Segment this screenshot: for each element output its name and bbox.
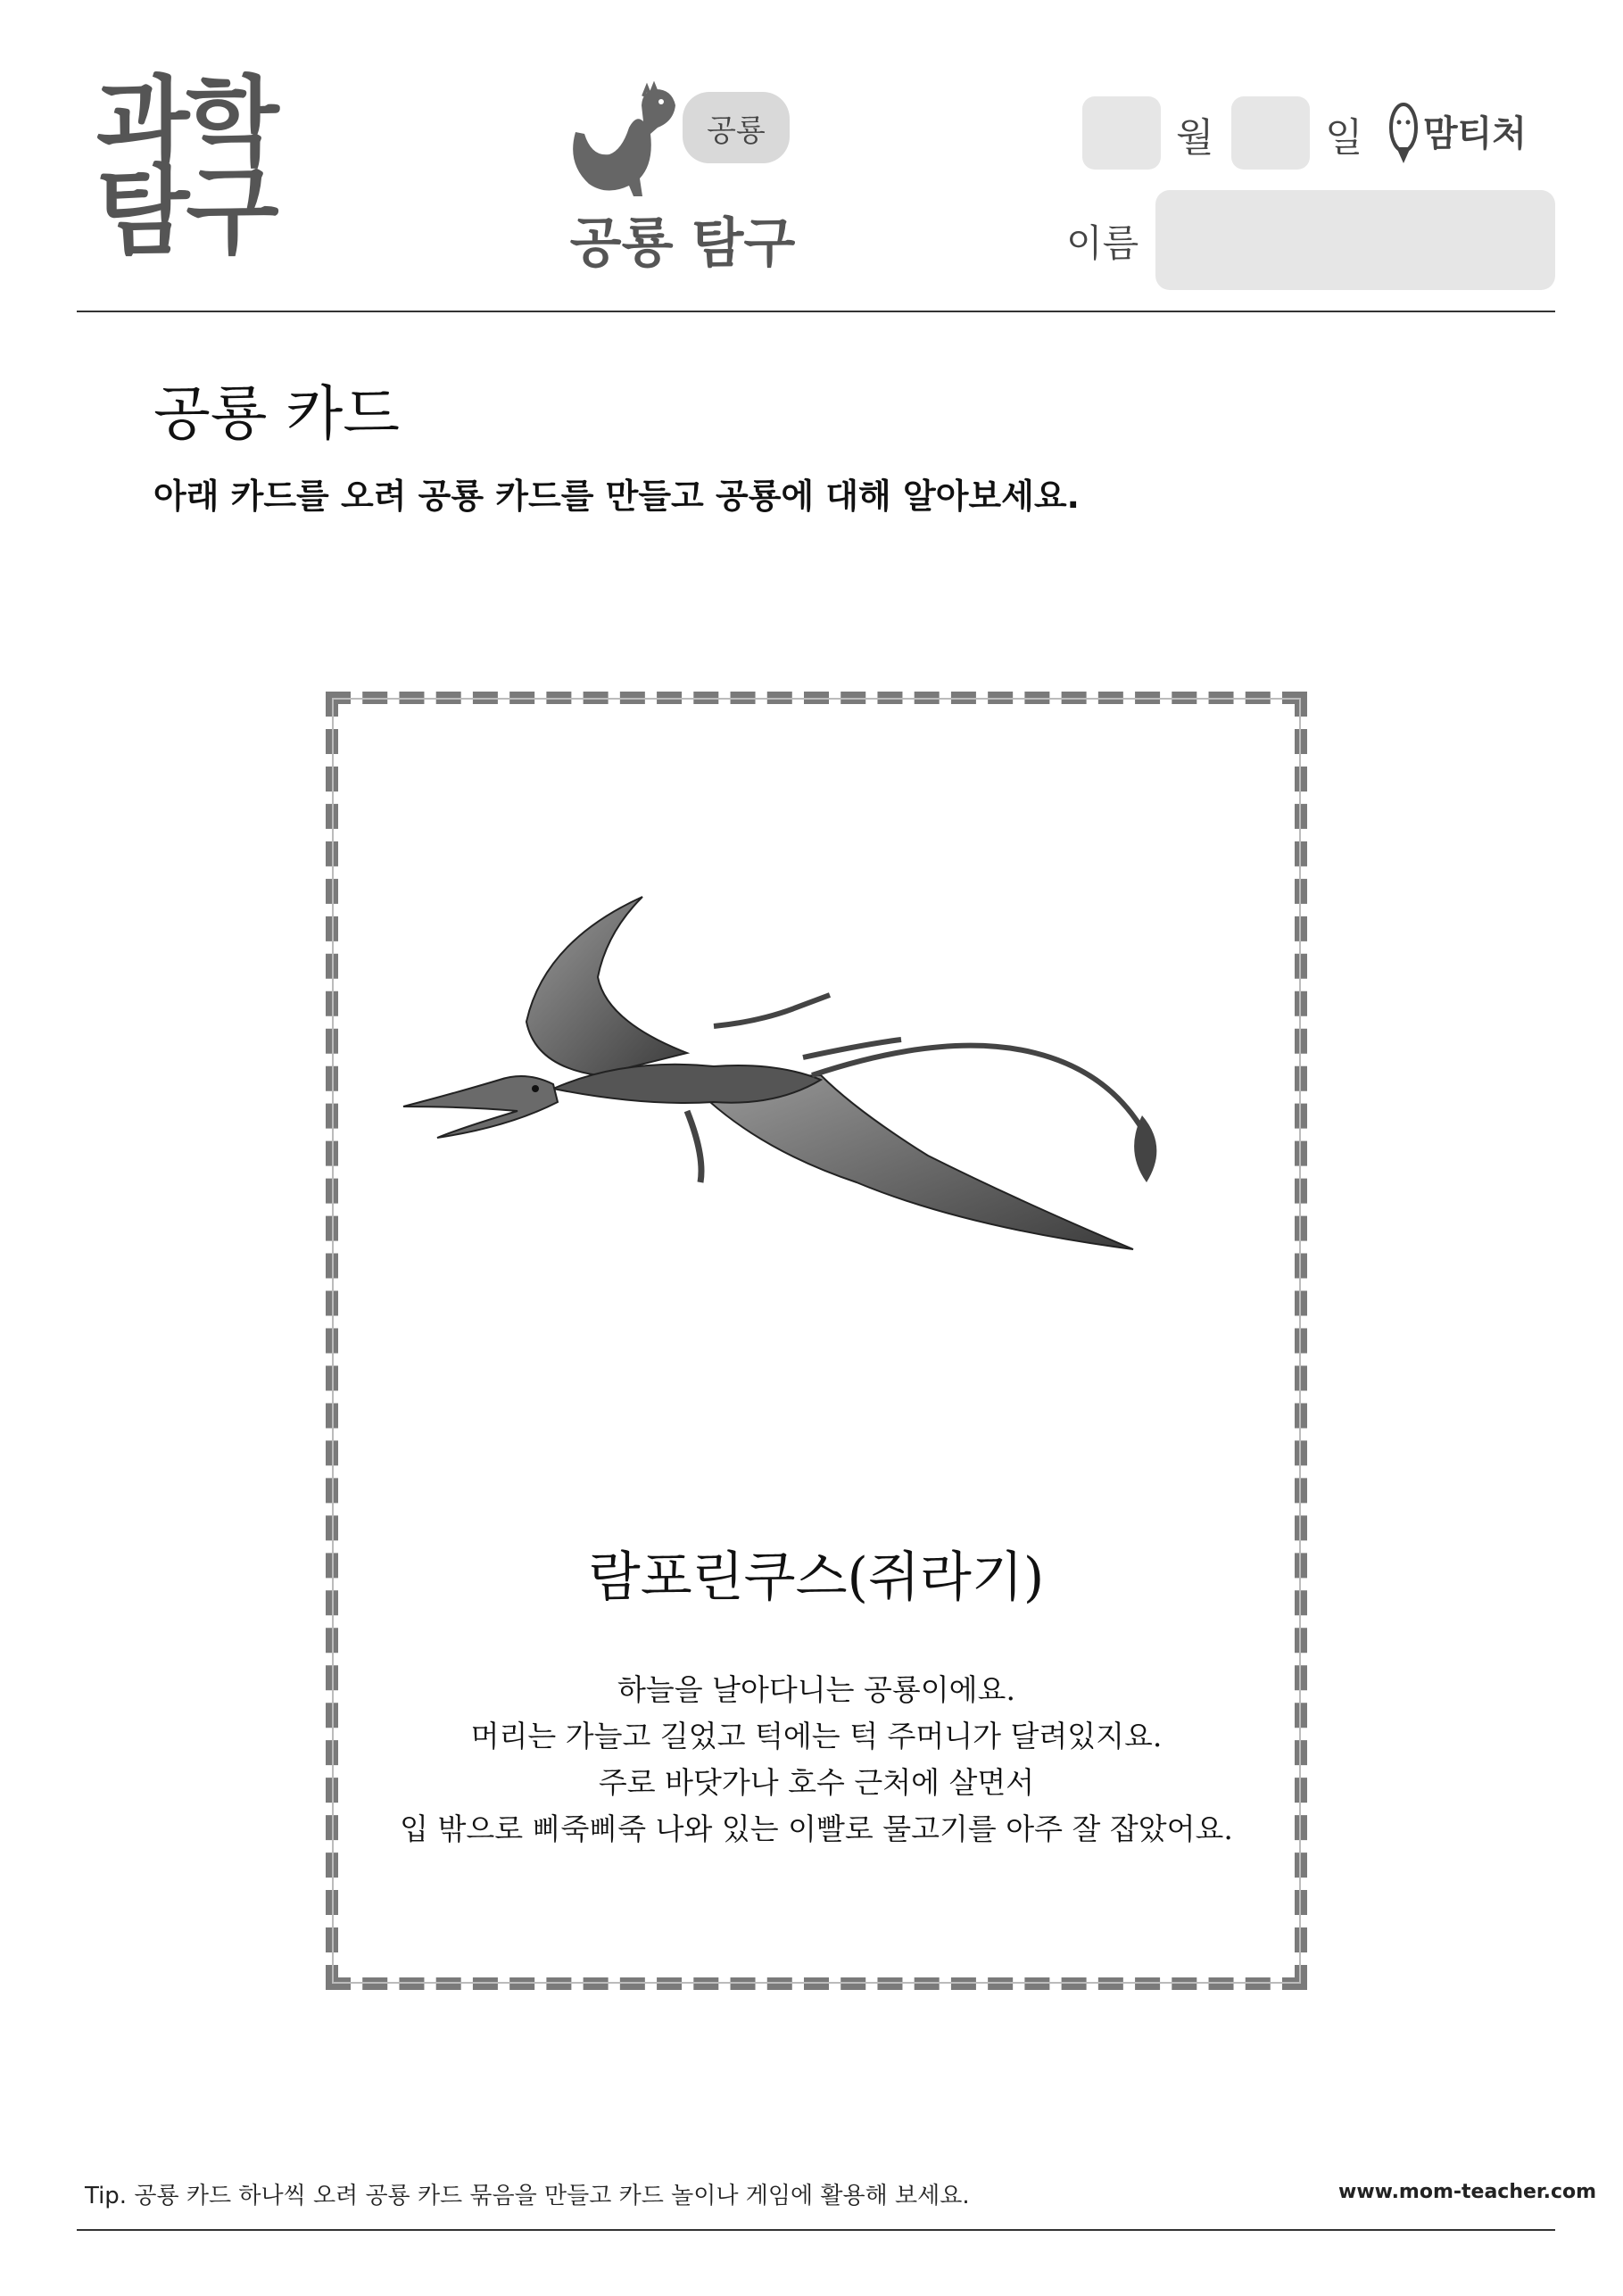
month-field[interactable] xyxy=(1082,96,1161,170)
instruction-text: 아래 카드를 오려 공룡 카드를 만들고 공룡에 대해 알아보세요. xyxy=(153,477,1080,516)
description-line: 머리는 가늘고 길었고 턱에는 턱 주머니가 달려있지요. xyxy=(470,1719,1163,1753)
pterosaur-illustration xyxy=(393,888,1249,1281)
dinosaur-name: 람포린쿠스(쥐라기) xyxy=(588,1546,1045,1609)
description-line: 하늘을 날아다니는 공룡이에요. xyxy=(617,1672,1015,1707)
brand-logo xyxy=(1387,94,1557,165)
day-field[interactable] xyxy=(1231,96,1310,170)
name-label: 이름 xyxy=(1066,221,1139,265)
website-url: www.mom-teacher.com xyxy=(1338,2181,1597,2203)
tip-text: Tip. 공룡 카드 하나씩 오려 공룡 카드 묶음을 만들고 카드 놀이나 게임에 활용해 보세요. xyxy=(85,2183,970,2209)
section-title: 공룡 카드 xyxy=(153,379,401,448)
topic-badge: 공룡 xyxy=(683,92,790,163)
dinosaur-icon xyxy=(558,79,683,199)
svg-text:맘티처: 맘티처 xyxy=(1423,113,1527,154)
header-divider xyxy=(77,311,1555,312)
month-label: 월 xyxy=(1176,115,1214,161)
day-label: 일 xyxy=(1325,115,1363,161)
description-line: 주로 바닷가나 호수 근처에 살면서 xyxy=(598,1765,1035,1800)
footer-divider xyxy=(77,2229,1555,2231)
topic-title: 공룡 탐구 xyxy=(569,212,796,275)
name-field[interactable] xyxy=(1155,190,1555,290)
dinosaur-description xyxy=(332,1667,1301,1853)
description-line: 입 밖으로 삐죽삐죽 나와 있는 이빨로 물고기를 아주 잘 잡았어요. xyxy=(400,1811,1233,1846)
logo-science-inquiry: 과학 탐구 xyxy=(96,67,276,268)
